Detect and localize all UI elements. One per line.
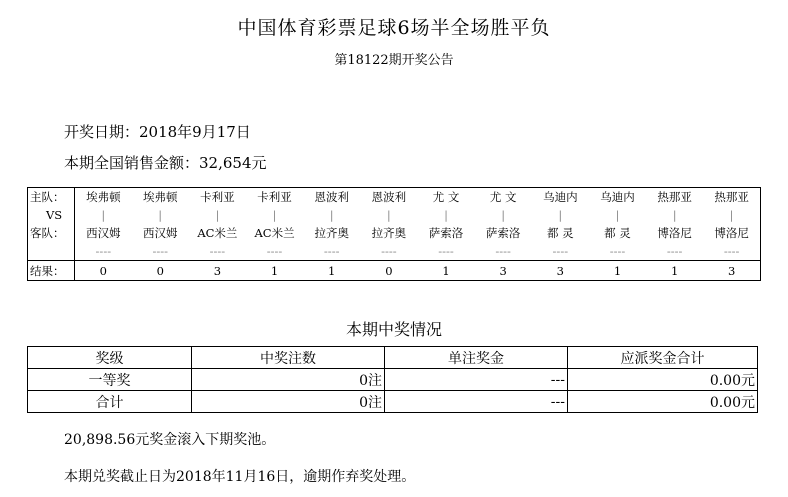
vs-separator: | [501,208,506,222]
vs-separator: | [158,208,163,222]
home-team: 乌迪内 [600,190,635,204]
prize-row-first [28,369,758,391]
away-team: 萨索洛 [485,226,521,240]
dash-separator: ---- [723,244,740,258]
away-team: 萨索洛 [428,226,464,240]
match-result: 0 [132,261,189,281]
home-team: 恩波利 [314,190,349,204]
vs-row [28,206,761,224]
dash-separator: ---- [495,244,511,258]
dash-separator: ---- [381,244,397,258]
home-team: 热那亚 [714,190,749,204]
rollover-note: 20,898.56元奖金滚入下期奖池。 [64,432,276,448]
home-team: 卡利亚 [200,190,235,204]
away-team: 拉齐奥 [314,226,349,240]
dash-separator: ---- [152,244,168,258]
vs-separator: | [101,208,106,222]
result-row [28,261,761,281]
vs-separator: | [215,208,220,222]
match-result: 3 [189,261,246,281]
match-result: 3 [532,261,589,281]
prize-count: 0注 [192,369,385,391]
header-single: 单注奖金 [385,347,568,369]
prize-table [27,346,758,413]
dash-separator: ---- [552,244,569,258]
prize-header-row [28,347,758,369]
dash-label-cell [28,242,75,261]
prize-level: 合计 [28,391,192,413]
away-team: 西汉姆 [142,226,178,240]
header-total: 应派奖金合计 [568,347,758,369]
dash-separator: ---- [666,244,683,258]
match-result: 1 [417,261,474,281]
vs-separator: | [558,208,563,222]
vs-label: VS [28,206,75,224]
vs-separator: | [444,208,448,222]
dash-separator: ---- [209,244,226,258]
home-team: 埃弗顿 [86,190,121,204]
vs-separator: | [386,208,391,222]
match-result: 3 [703,261,760,281]
page-title: 中国体育彩票足球6场半全场胜平负 [237,17,551,39]
away-team: AC米兰 [197,226,238,240]
home-team: 埃弗顿 [142,190,178,204]
prize-single: --- [385,369,568,391]
match-result: 3 [475,261,532,281]
prize-total: 0.00元 [568,369,758,391]
home-team: 尤 文 [489,190,517,204]
header-count: 中奖注数 [192,347,385,369]
prize-total: 0.00元 [568,391,758,413]
away-team: 西汉姆 [86,226,121,240]
away-team: AC米兰 [254,226,295,240]
match-result: 1 [646,261,703,281]
vs-separator: | [672,208,677,222]
dash-separator: ---- [266,244,283,258]
home-team: 热那亚 [657,190,692,204]
home-team: 恩波利 [371,190,407,204]
dash-separator: ---- [609,244,626,258]
vs-separator: | [729,208,734,222]
away-team: 拉齐奥 [371,226,407,240]
prize-level: 一等奖 [28,369,192,391]
result-label: 结果： [28,261,75,281]
home-row [28,188,761,207]
dash-row [28,242,761,261]
away-team: 博洛尼 [714,226,749,240]
match-result: 0 [360,261,417,281]
vs-separator: | [615,208,620,222]
away-label: 客队： [28,224,75,242]
away-team: 博洛尼 [657,226,692,240]
away-team: 都 灵 [547,226,574,240]
vs-separator: | [329,208,334,222]
home-team: 卡利亚 [257,190,292,204]
match-result: 1 [303,261,360,281]
home-label: 主队： [28,188,75,207]
match-result: 1 [589,261,646,281]
header-level: 奖级 [28,347,192,369]
prize-row-sum [28,391,758,413]
prize-section-title: 本期中奖情况 [345,320,442,339]
match-result: 1 [246,261,303,281]
away-team: 都 灵 [604,226,631,240]
home-team: 尤 文 [432,190,460,204]
sales-amount: 本期全国销售金额：32,654元 [64,154,267,172]
dash-separator: ---- [95,244,112,258]
home-team: 乌迪内 [543,190,578,204]
dash-separator: ---- [438,244,454,258]
issue-subtitle: 第18122期开奖公告 [334,53,454,68]
deadline-note: 本期兑奖截止日为2018年11月16日，逾期作弃奖处理。 [64,469,416,485]
away-row [28,224,761,242]
vs-separator: | [272,208,277,222]
prize-single: --- [385,391,568,413]
prize-count: 0注 [192,391,385,413]
draw-date: 开奖日期：2018年9月17日 [64,123,251,141]
match-result: 0 [75,261,132,281]
match-table [27,187,761,281]
dash-separator: ---- [323,244,340,258]
